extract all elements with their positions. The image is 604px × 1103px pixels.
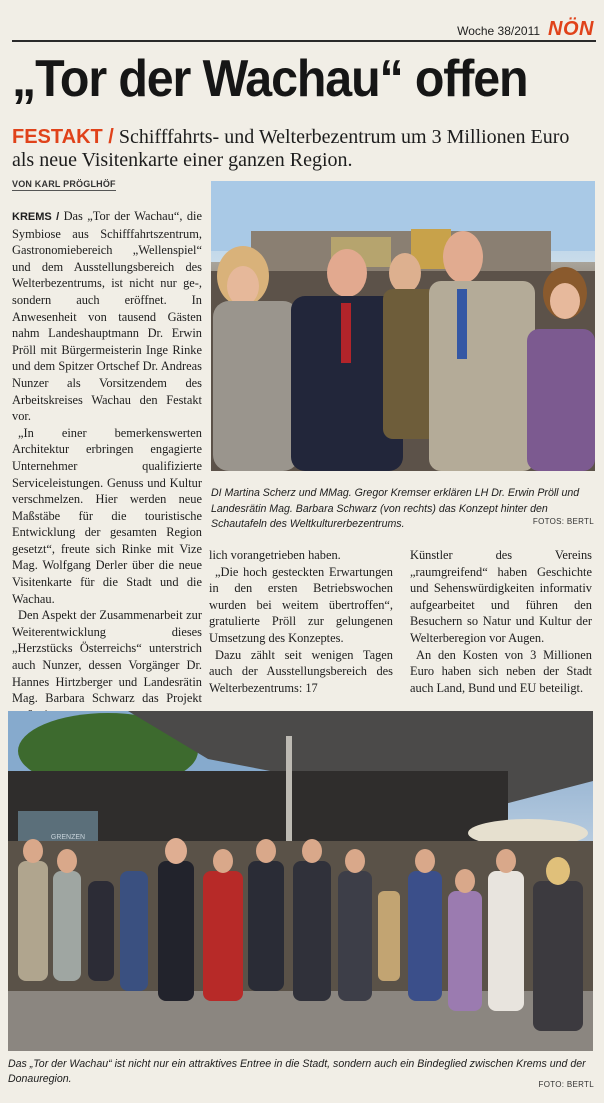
kicker-text: Schifffahrts- und Welterbezentrum um 3 Millionen Euro als neue Visitenkarte einer ganzen Region. [12,126,570,171]
photo-bottom-credit: FOTO: BERTL [538,1080,594,1089]
article-paragraph: „Die hoch gesteckten Erwartungen in den ersten Betriebswochen wurden bei weitem übertroffen“, gratulierte Pröll zur gelungenen Umsetzung des Konzeptes. [209,564,393,645]
kicker [12,126,592,172]
masthead [457,18,594,41]
headline: „Tor der Wachau“ offen [12,50,528,108]
issue-week: Woche 38/2011 [457,24,541,38]
photo-officials [211,181,595,471]
article-paragraph: Den Aspekt der Zusammenarbeit zur Weiterentwicklung dieses „Herzstücks Österreichs“ unterstrich auch Nunzer, dessen Vorgänger Dr. Hannes Hirtzberger und Landesrätin Mag. Barbara Schwarz das Projekt [12,608,202,706]
byline: VON KARL PRÖGLHÖF [12,179,116,189]
article-column-right [410,547,592,707]
photo-top-credit: FOTOS: BERTL [532,517,594,526]
article-paragraph: KREMS / Das „Tor der Wachau“, die Symbiose aus Schifffahrtszentrum, Gastronomiebereich „Wellenspiel“ und dem Ausstellungsbereich des Welterbezentrums, ist nicht nur ge-, sondern auch eröffnet. In Anwesenheit von tausend Gästen nahm Landeshauptmann Dr. Erwin Pröll mit Bürgermeisterin Inge Rinke und dem Spitzer Ortschef Dr. Andreas Nunzer als Vorsitzendem des Arbeitskreises Wachau den Festakt vor. [12,209,202,424]
article-paragraph: „In einer bemerkenswerten Architektur erbringen engagierte Unternehmer qualifizierte Serviceleistungen. Genuss und Kultur verschmelzen. Hier werden neue Maßstäbe für die touristische Entwicklung der gesamten Region gesetzt“, freute sich Rinke mit Vize Mag. Wolfgang Derler über die neue Visitenkarte für die Stadt und die Wachau. [12,425,202,606]
photo-crowd [8,711,593,1051]
article-paragraph: An den Kosten von 3 Millionen Euro haben sich neben der Stadt auch Land, Bund und EU beteiligt. [410,647,592,695]
article-column-left [12,208,202,706]
photo-crowd-image [8,711,593,1051]
kicker-tag: FESTAKT / [12,126,114,148]
photo-officials-image [211,181,595,471]
article-paragraph: Dazu zählt seit wenigen Tagen auch der Ausstellungsbereich des Welterbezentrums: 17 [209,647,393,695]
header-rule [12,40,596,42]
article-paragraph: lich vorangetrieben haben. [209,548,341,562]
photo-top-caption: DI Martina Scherz und MMag. Gregor Kremser erklären LH Dr. Erwin Pröll und Landesrätin Mag. Barbara Schwarz (von rechts) das Konzept hinter den Schautafeln des Weltkulturerbezentrums. [211,487,580,530]
brand-logo: NÖN [548,18,594,40]
article-paragraph: Künstler des Vereins „raumgreifend“ haben Geschichte und Sehenswürdigkeiten informativ aufgearbeitet und führen den Besuchern so Natur und Kultur der Welterberegion vor Augen. [410,548,592,645]
photo-bottom-caption: Das „Tor der Wachau“ ist nicht nur ein attraktives Entree in die Stadt, sondern auch ein Bindeglied zwischen Krems und der Donauregion. [8,1058,586,1085]
building-sign: GRENZEN [50,834,86,841]
article-column-middle [209,547,393,707]
dateline: KREMS / [12,211,60,223]
